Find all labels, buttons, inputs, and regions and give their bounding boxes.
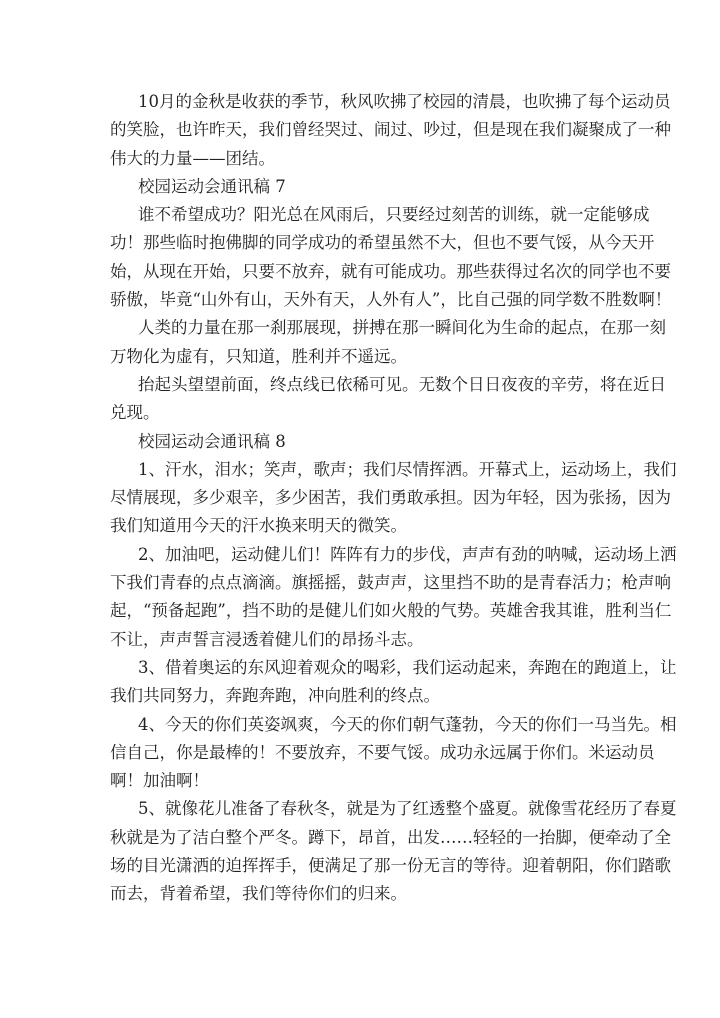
text-line: 校园运动会通讯稿 8	[138, 431, 286, 451]
text-line: 抬起头望望前面，终点线已依稀可见。无数个日日夜夜的辛劳，将在近日	[138, 374, 666, 394]
section-heading	[110, 428, 622, 456]
text-line: 人类的力量在那一刹那展现，拼搏在那一瞬间化为生命的起点，在那一刻	[138, 318, 666, 338]
text-line: 场的目光潇洒的迫挥挥手，便满足了那一份无言的等待。迎着朝阳，你们踏歌	[110, 856, 671, 876]
text-line: 尽情展现，多少艰辛，多少困苦，我们勇敢承担。因为年轻，因为张扬，因为	[110, 488, 671, 508]
text-line: 下我们青春的点点滴滴。旗摇摇，鼓声声，这里挡不助的是青春活力；枪声响	[110, 573, 671, 593]
text-line: 校园运动会通讯稿 7	[138, 176, 286, 196]
paragraph	[110, 88, 671, 173]
text-line: 而去，背着希望，我们等待你们的归来。	[110, 884, 407, 904]
text-line: 始，从现在开始，只要不放弃，就有可能成功。那些获得过名次的同学也不要	[110, 261, 671, 281]
paragraph	[110, 654, 677, 711]
paragraph	[110, 795, 677, 908]
text-line: 万物化为虚有，只知道，胜利并不遥远。	[110, 346, 407, 366]
text-line: 谁不希望成功？阳光总在风雨后，只要经过刻苦的训练，就一定能够成	[138, 205, 650, 225]
text-line: 啊！加油啊！	[110, 771, 209, 791]
paragraph	[110, 541, 677, 654]
document-body	[110, 88, 677, 909]
text-line: 信自己，你是最棒的！不要放弃，不要气馁。成功永远属于你们。米运动员	[110, 742, 655, 762]
text-line: 伟大的力量——团结。	[110, 148, 275, 168]
text-line: 我们共同努力，奔跑奔跑，冲向胜利的终点。	[110, 686, 440, 706]
paragraph	[110, 456, 677, 541]
text-line: 5、就像花儿准备了春秋冬，就是为了红透整个盛夏。就像雪花经历了春夏	[138, 799, 677, 819]
text-line: 起，“预备起跑”，挡不助的是健儿们如火般的气势。英雄舍我其谁，胜利当仁	[110, 601, 672, 621]
text-line: 2、加油吧，运动健儿们！阵阵有力的步伐，声声有劲的呐喊，运动场上洒	[138, 544, 677, 564]
paragraph	[110, 314, 666, 371]
text-line: 不让，声声誓言浸透着健儿们的昂扬斗志。	[110, 629, 424, 649]
paragraph	[110, 371, 666, 428]
text-line: 骄傲，毕竟“山外有山，天外有天，人外有人”，比自己强的同学数不胜数啊！	[110, 290, 672, 310]
text-line: 4、今天的你们英姿飒爽，今天的你们朝气蓬勃，今天的你们一马当先。相	[138, 714, 677, 734]
text-line: 3、借着奥运的东风迎着观众的喝彩，我们运动起来，奔跑在的跑道上，让	[138, 657, 677, 677]
paragraph	[110, 711, 677, 796]
text-line: 的笑脸，也许昨天，我们曾经哭过、闹过、吵过，但是现在我们凝聚成了一种	[110, 120, 671, 140]
text-line: 10月的金秋是收获的季节，秋风吹拂了校园的清晨，也吹拂了每个运动员	[138, 92, 671, 111]
text-line: 我们知道用今天的汗水换来明天的微笑。	[110, 516, 407, 536]
text-line: 秋就是为了洁白整个严冬。蹲下，昂首，出发……轻轻的一抬脚，便牵动了全	[110, 827, 671, 847]
section-heading	[110, 173, 622, 201]
text-line: 功！那些临时抱佛脚的同学成功的希望虽然不大，但也不要气馁，从今天开	[110, 233, 655, 253]
text-line: 兑现。	[110, 403, 160, 423]
paragraph	[110, 201, 672, 314]
text-line: 1、汗水，泪水；笑声，歌声；我们尽情挥洒。开幕式上，运动场上，我们	[138, 459, 677, 479]
